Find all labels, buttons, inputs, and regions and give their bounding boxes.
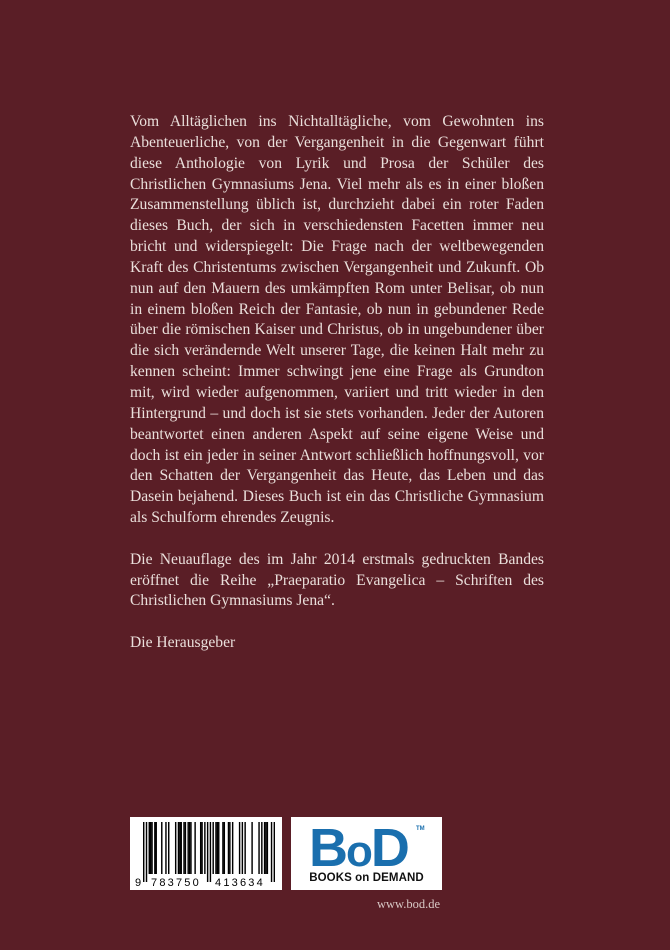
back-cover-blurb	[130, 112, 544, 654]
publisher-logo	[291, 817, 442, 890]
logo-subtitle: BOOKS on DEMAND	[309, 872, 424, 884]
isbn-barcode	[130, 817, 282, 890]
blurb-paragraph-1: Vom Alltäglichen ins Nichtalltägliche, vom Gewohnten ins Abenteuerliche, von der Vergangenheit in die Gegenwart führt diese Anthologie von Lyrik und Prosa der Schüler des Christlichen Gymnasiums Jena. Viel mehr als es in einer bloßen Zusammenstellung üblich ist, durchzieht dabei ein roter Faden dieses Buch, der sich in verschiedensten Facetten immer neu bricht und widerspiegelt: Die Frage nach der weltbewegenden Kraft des Christentums zwischen Vergangenheit und Zukunft. Ob nun auf den Mauern des umkämpften Rom unter Belisar, ob nun in einem bloßen Reich der Fantasie, ob nun in gebundener Rede über die römischen Kaiser und Christus, ob in ungebundener über die sich verändernde Welt unserer Tage, die keinen Halt mehr zu kennen scheint: Immer schwingt jene eine Frage als Grundton mit, wird wieder aufgenommen, variiert und tritt wieder in den Hintergrund – und doch ist sie stets vorhanden. Jeder der Autoren beantwortet einen anderen Aspekt auf seine eigene Weise und doch ist ein jeder in seiner Antwort schließlich hoffnungsvoll, vor den Schatten der Vergangenheit das Heute, das Leben und das Dasein bejahend. Dieses Buch ist ein das Christliche Gymnasium als Schulform ehrendes Zeugnis.	[130, 113, 544, 527]
barcode-first-digit: 9	[135, 877, 142, 889]
logo-letter-b: B	[309, 818, 346, 878]
blurb-paragraph-2: Die Neuauflage des im Jahr 2014 erstmals gedruckten Bandes eröffnet die Reihe „Praeparatio Evangelica – Schriften des Christlichen Gymnasiums Jena“.	[130, 550, 544, 610]
bod-logo-mark	[309, 818, 408, 879]
trademark-symbol: TM	[416, 826, 425, 832]
barcode-bars	[143, 822, 275, 884]
publisher-url: www.bod.de	[377, 897, 441, 911]
barcode-left-group: 783750	[151, 877, 201, 889]
logo-letter-d: D	[370, 818, 408, 878]
barcode-right-group: 413634	[215, 877, 265, 889]
blurb-signature: Die Herausgeber	[130, 634, 236, 652]
logo-letter-o: o	[346, 827, 371, 876]
